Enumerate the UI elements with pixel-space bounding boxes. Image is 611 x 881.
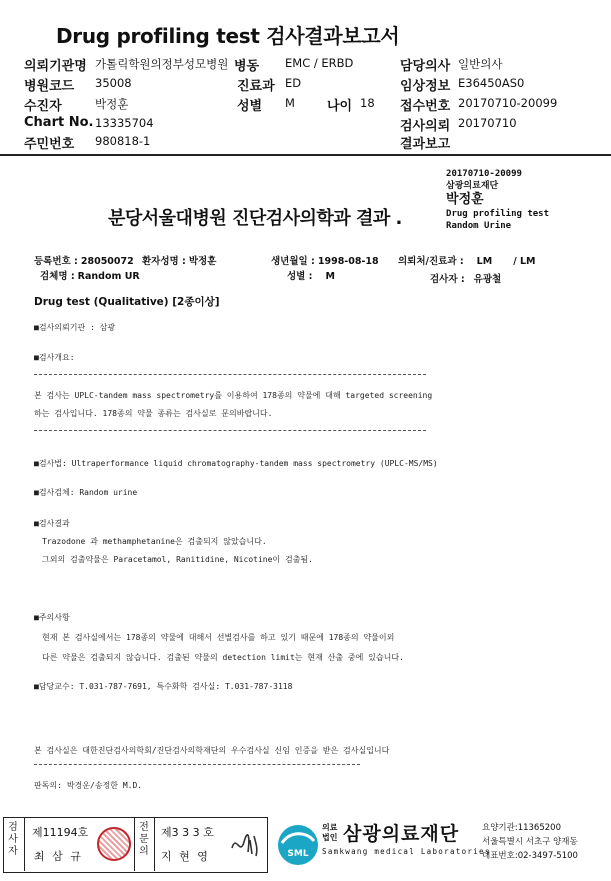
dept-label: 진료과 (237, 79, 275, 94)
reader-line: 판독의: 박경운/송정한 M.D. (34, 781, 143, 790)
sml-logo-icon (276, 823, 320, 867)
chart-no-value: 13335704 (95, 116, 154, 130)
sticker-org: 삼광의료재단 (446, 181, 499, 191)
lab-report-sheet (0, 154, 611, 817)
sticker-specimen: Random Urine (446, 221, 512, 231)
caution-line-1: 현재 본 검사실에서는 178종의 약물에 대해서 선별검사를 하고 있기 때문에 178종의 약물이외 (42, 633, 395, 642)
care-code: 요양기관:11365200 (482, 823, 561, 833)
referral-dept-label: 의뢰처/진료과 : (398, 256, 464, 267)
rrn-value: 980818-1 (95, 134, 151, 148)
method-line: ■검사법: Ultraperformance liquid chromatography-tandem mass spectrometry (UPLC-MS/MS) (34, 459, 438, 468)
report-sex-value: M (325, 271, 335, 282)
patient-name-label: 환자성명 : (142, 256, 186, 267)
section-title: Drug test (Qualitative) [2종이상] (34, 296, 220, 308)
sex-label: 성별 (237, 99, 263, 114)
overview-heading: ■검사개요: (34, 353, 75, 362)
request-value: 20170710 (458, 116, 517, 130)
report-sex-label: 성별 : (287, 271, 313, 282)
overview-line-2: 하는 검사입니다. 178종의 약물 종류는 검사실로 문의바랍니다. (34, 409, 273, 418)
specialist-license: 제3 3 3 호 (161, 826, 214, 839)
overview-line-1: 본 검사는 UPLC-tandem mass spectrometry를 이용하여 178종의 약물에 대해 targeted screening (34, 391, 433, 400)
tester-name: 최 삼 규 (34, 850, 83, 863)
chart-no-label: Chart No. (24, 115, 94, 130)
specimen-name-label: 검체명 : (40, 271, 75, 282)
specimen-name-value: Random UR (77, 271, 140, 282)
ward-value: EMC / ERBD (285, 56, 354, 70)
foundation-english-name: Samkwang medical Laboratories (322, 847, 491, 856)
dob-label: 생년월일 : (271, 256, 315, 267)
divider (34, 430, 426, 431)
patient-label: 수진자 (24, 99, 62, 114)
result-line-2: 그외의 검출약물은 Paracetamol, Ranitidine, Nicotine이 검출됨. (42, 555, 313, 564)
sex-value: M (285, 96, 295, 110)
tester-label: 검사자 : (430, 274, 465, 285)
divider (34, 764, 360, 765)
lab-report-title: 분당서울대병원 진단검사의학과 결과 . (108, 208, 402, 229)
corp-type: 의료 법인 (322, 823, 338, 842)
specimen-line: ■검사검체: Random urine (34, 488, 138, 497)
hospital-code-value: 35008 (95, 76, 132, 90)
clinical-label: 임상정보 (400, 79, 451, 94)
institution-value: 가톨릭학원의정부성모병원 (95, 57, 229, 71)
receipt-label: 접수번호 (400, 99, 451, 114)
patient-value: 박정훈 (95, 97, 129, 111)
ward-label: 병동 (234, 59, 260, 74)
certified-line: 본 검사실은 대한진단검사의학회/진단검사의학재단의 우수검사실 신임 인증을 받은 검사실입니다 (34, 746, 390, 755)
reg-no-value: 28050072 (80, 256, 134, 267)
receipt-value: 20170710-20099 (458, 96, 558, 110)
age-value: 18 (360, 96, 375, 110)
dept-value: ED (285, 76, 302, 90)
result-line-1: Trazodone 과 methamphetanine은 검출되지 않았습니다. (42, 537, 267, 546)
patient-name-value: 박정훈 (188, 256, 217, 267)
phone: 대표번호:02-3497-5100 (482, 851, 578, 861)
specimen-label-sticker (446, 168, 549, 232)
svg-text:SML: SML (287, 849, 309, 859)
dob-value: 1998-08-18 (317, 256, 379, 267)
tester-license: 제11194호 (32, 826, 89, 839)
footer (0, 817, 611, 881)
tester-vertical-label: 검 사 자 (8, 822, 18, 857)
doctor-label: 담당의사 (400, 59, 451, 74)
referral-dept-value: LM (476, 256, 493, 267)
reg-no-label: 등록번호 : (34, 256, 78, 267)
report-title: Drug profiling test 검사결과보고서 (56, 24, 400, 48)
caution-line-2: 다른 약물은 검출되지 않습니다. 검출된 약물의 detection limit는 현재 산출 중에 있습니다. (42, 653, 404, 662)
report-date-label: 결과보고 (400, 137, 451, 152)
specialist-vertical-label: 전 문 의 (139, 822, 149, 857)
institution-line: ■검사의뢰기관 : 삼광 (34, 323, 116, 332)
rrn-label: 주민번호 (24, 137, 75, 152)
contact-line: ■담당교수: T.031-787-7691, 특수화학 검사실: T.031-787-3118 (34, 682, 293, 691)
sticker-id: 20170710-20099 (446, 169, 522, 179)
caution-heading: ■주의사항 (34, 613, 70, 622)
foundation-name: 삼광의료재단 (343, 823, 460, 845)
referral-dept-value-2: / LM (513, 256, 536, 267)
clinical-value: E36450AS0 (458, 76, 525, 90)
age-label: 나이 (327, 99, 353, 114)
result-heading: ■검사결과 (34, 519, 70, 528)
signature-box (3, 817, 268, 873)
sticker-test: Drug profiling test (446, 209, 549, 219)
tester-value: 유광철 (473, 274, 502, 285)
specialist-name: 지 현 영 (161, 850, 210, 863)
request-label: 검사의뢰 (400, 119, 451, 134)
hospital-code-label: 병원코드 (24, 79, 75, 94)
doctor-value: 일반의사 (458, 57, 503, 71)
address: 서울특별시 서초구 양재동 (482, 837, 578, 847)
institution-label: 의뢰기관명 (24, 59, 87, 74)
divider (34, 374, 426, 375)
sticker-patient: 박정훈 (446, 192, 484, 207)
signature-scribble (226, 826, 262, 862)
tester-seal (97, 827, 131, 861)
